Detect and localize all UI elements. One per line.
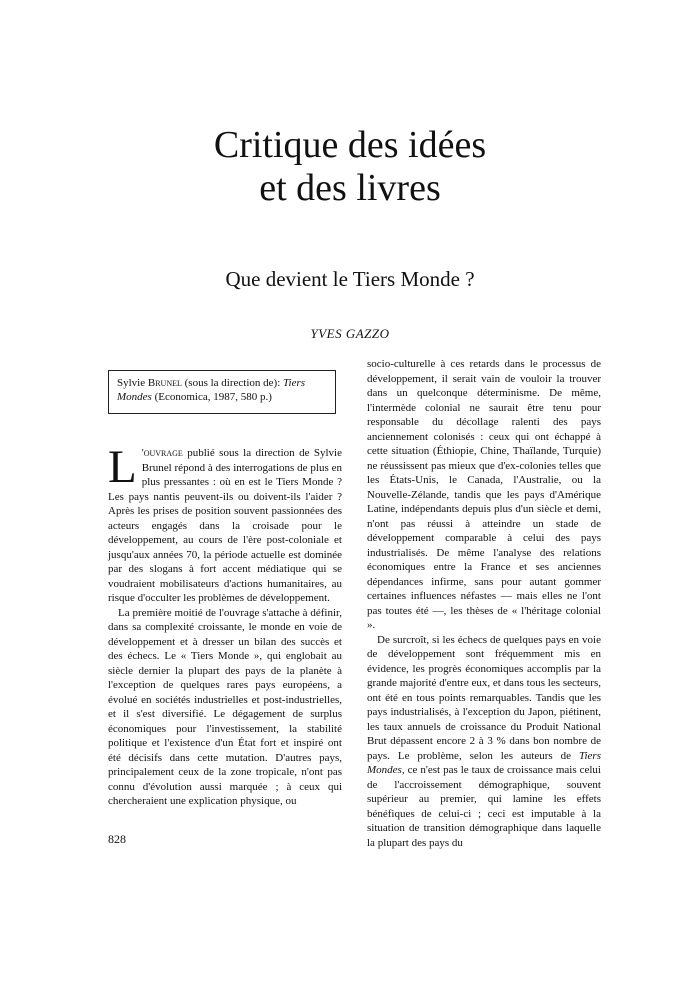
paragraph-1 <box>108 441 342 606</box>
section-title <box>0 124 700 210</box>
paragraph-3-italic: Tiers Mondes, <box>367 749 601 776</box>
drop-cap: L <box>108 441 137 493</box>
book-reference-box <box>108 370 336 414</box>
book-title: Tiers Mondes <box>117 377 306 403</box>
book-role: (sous la direction de): <box>184 377 281 389</box>
paragraph-1-lead: 'ouvrage <box>141 447 183 459</box>
body-column-right <box>367 357 601 850</box>
article-title: Que devient le Tiers Monde ? <box>225 267 475 291</box>
paragraph-3 <box>367 633 601 851</box>
body-column-left <box>108 441 342 809</box>
book-publisher: (Economica, 1987, 580 p.) <box>154 391 272 403</box>
article-author: YVES GAZZO <box>310 326 390 341</box>
book-author-first: Sylvie <box>117 377 146 389</box>
paragraph-1-text: publié sous la direction de Sylvie Brunel répond à des interrogations de plus en plus pressantes : où en est le Tiers Monde ? Les pays nantis peuvent-ils ou doivent-ils l'aider ? Après les prises de position souvent passionnées des acteurs engagés dans la croisade pour le développement, au cours de l'ère post-coloniale et jusqu'aux années 70, la période actuelle est dominée par des slogans à fort accent médiatique qui se voudraient mobilisateurs d'actions humanitaires, au risque d'occulter les problèmes de développement. <box>108 447 342 604</box>
section-title-line-2: et des livres <box>259 167 441 209</box>
page-number: 828 <box>108 832 126 846</box>
paragraph-3-text-a: De surcroît, si les échecs de quelques pays en voie de développement sont fréquemment mis en évidence, les progrès économiques accomplis par la grande majorité d'entre eux, et dans tous les secteurs, ont été en tous points remarquables. Tandis que les pays industrialisés, à l'exception du Japon, piétinent, les taux annuels de croissance du Produit National Brut dépassent encore 2 à 3 % dans bon nombre de pays. Le problème, selon les auteurs de <box>367 633 601 762</box>
paragraph-3-text-b: ce n'est pas le taux de croissance mais celui de l'accroissement démographique, souvent supérieur au premier, qui lamine les effets bénéfiques de celui-ci ; ceci est imputable à la situation de transition démographique dans laquelle la plupart des pays du <box>367 764 601 849</box>
section-title-line-1: Critique des idées <box>213 124 487 166</box>
book-author-last: Brunel <box>147 377 182 389</box>
paragraph-2: La première moitié de l'ouvrage s'attache à définir, dans sa complexité croissante, le monde en voie de développement et à dresser un bilan des succès et des échecs. Le « Tiers Monde », qui englobait au siècle dernier la plupart des pays de la planète à l'exception de quelques rares pays européens, a évolué en sociétés industrielles et post-industrielles, et il s'est diversifié. Le dégagement de surplus économiques pour l'investissement, la stabilité politique et l'existence d'un État fort et inspiré ont été décisifs dans cette mutation. D'autres pays, principalement ceux de la zone tropicale, n'ont pas connu d'évolution aussi marquée ; à ceux qui chercheraient une explication physique, ou <box>108 606 342 807</box>
paragraph-2-continued: socio-culturelle à ces retards dans le processus de développement, il serait vain de vouloir la trouver dans un quelconque déterminisme. De même, l'intermède colonial ne saurait être tenu pour responsable du décollage ralenti des pays anciennement colonisés : ceux qui ont échappé à cette situation (Éthiopie, Chine, Thaïlande, Turquie) ne réussissent pas mieux que d'ex-colonies telles que les États-Unis, le Canada, l'Australie, ou la Nouvelle-Zélande, tandis que les pays d'Amérique Latine, indépendants depuis plus d'un siècle et demi, n'ont pas réussi à atteindre un stade de développement comparable à celui des pays industrialisés. De même l'analyse des relations économiques entre la France et ses anciennes dépendances infirme, sans pour autant gommer certaines influences néfastes — mais elles ne l'ont pas toutes été —, les thèses de « l'héritage colonial ». <box>367 358 601 631</box>
